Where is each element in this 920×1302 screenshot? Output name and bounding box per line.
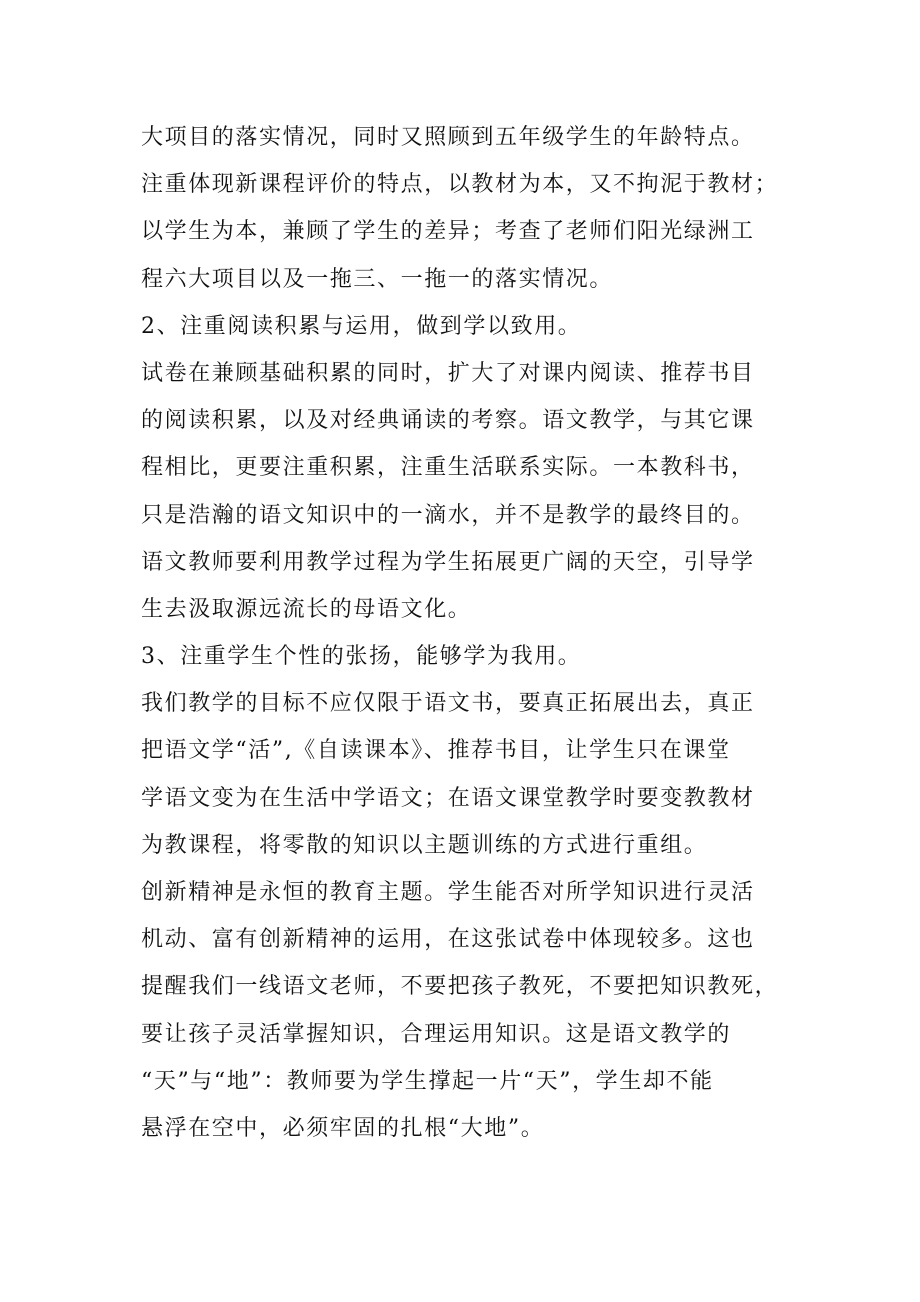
- section-heading: 3、注重学生个性的张扬，能够学为我用。: [141, 644, 582, 670]
- text-line: 机动、富有创新精神的运用，在这张试卷中体现较多。这也: [141, 927, 755, 953]
- text-line: 我们教学的目标不应仅限于语文书，要真正拓展出去，真正: [141, 691, 755, 717]
- document-body: [141, 114, 801, 1152]
- text-line: 程六大项目以及一拖三、一拖一的落实情况。: [141, 266, 614, 292]
- text-line: “天”与“地”：教师要为学生撑起一片“天”，学生却不能: [141, 1068, 714, 1094]
- text-line: 只是浩瀚的语文知识中的一滴水，并不是教学的最终目的。: [141, 502, 755, 528]
- text-line: 程相比，更要注重积累，注重生活联系实际。一本教科书，: [141, 455, 755, 481]
- text-line: 创新精神是永恒的教育主题。学生能否对所学知识进行灵活: [141, 880, 755, 905]
- text-line: 语文教师要利用教学过程为学生拓展更广阔的天空，引导学: [141, 549, 755, 575]
- text-line: 学语文变为在生活中学语文；在语文课堂教学时要变教教材: [141, 785, 755, 811]
- text-line: 把语文学“活”,《自读课本》、推荐书目，让学生只在课堂: [141, 738, 731, 764]
- text-line: 生去汲取源远流长的母语文化。: [141, 596, 472, 622]
- text-line: 要让孩子灵活掌握知识，合理运用知识。这是语文教学的: [141, 1021, 732, 1047]
- section-heading: 2、注重阅读积累与运用，做到学以致用。: [141, 313, 582, 339]
- text-line: 以学生为本，兼顾了学生的差异；考查了老师们阳光绿洲工: [141, 219, 755, 245]
- text-line: 悬浮在空中，必须牢固的扎根“大地”。: [141, 1115, 545, 1141]
- text-line: 提醒我们一线语文老师，不要把孩子教死，不要把知识教死，: [141, 974, 779, 1000]
- text-line: 注重体现新课程评价的特点，以教材为本，又不拘泥于教材；: [141, 172, 779, 198]
- text-line: 的阅读积累，以及对经典诵读的考察。语文教学，与其它课: [141, 408, 755, 434]
- text-line: 试卷在兼顾基础积累的同时，扩大了对课内阅读、推荐书目: [141, 360, 755, 386]
- text-line: 大项目的落实情况，同时又照顾到五年级学生的年龄特点。: [141, 125, 755, 150]
- text-line: 为教课程，将零散的知识以主题训练的方式进行重组。: [141, 832, 708, 858]
